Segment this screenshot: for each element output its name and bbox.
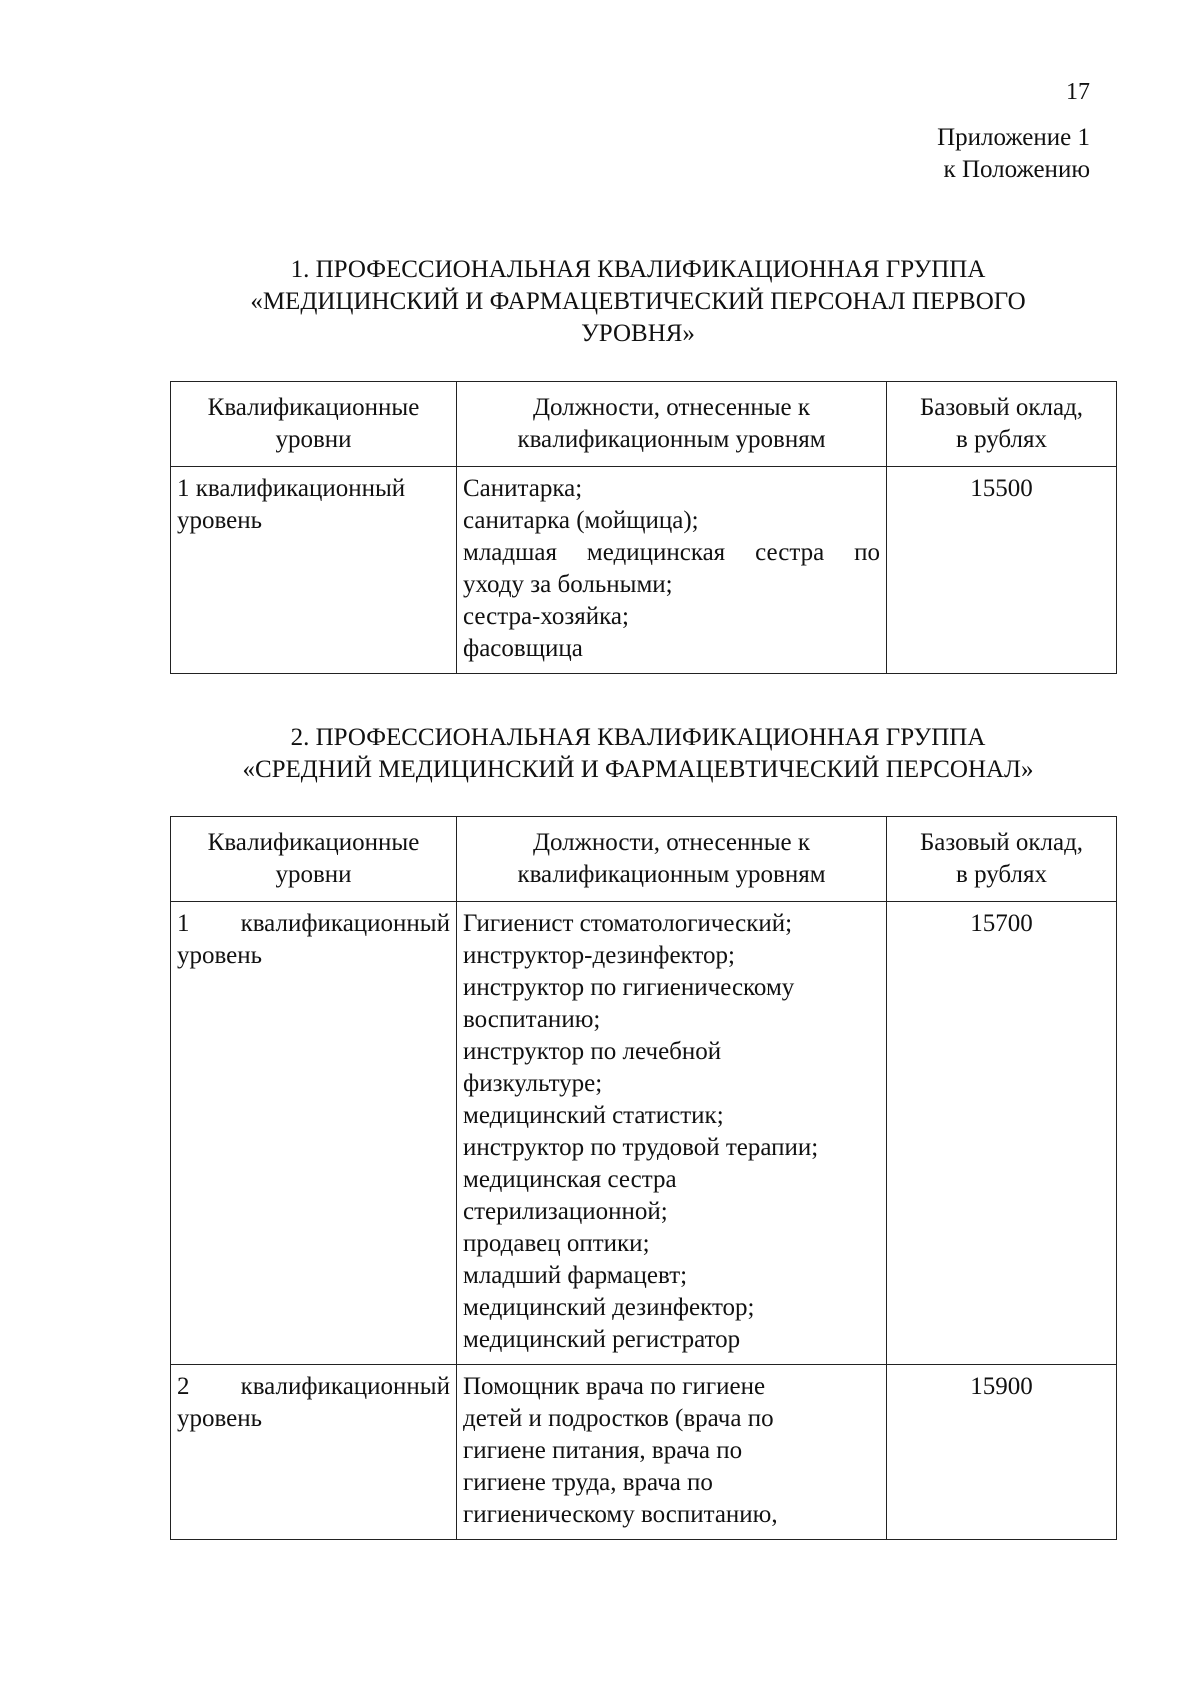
level-text: квалификационный <box>240 1373 450 1400</box>
section-1-title <box>160 254 1116 350</box>
table-header-row <box>171 382 1117 467</box>
header-positions <box>457 817 887 902</box>
header-levels <box>171 382 457 467</box>
section-2-table <box>170 816 1117 1540</box>
position-item: инструктор-дезинфектор; <box>463 942 735 969</box>
section-title-line: 1. ПРОФЕССИОНАЛЬНАЯ КВАЛИФИКАЦИОННАЯ ГРУППА <box>290 256 986 283</box>
level-text: уровень <box>177 1405 263 1432</box>
position-item: младший фармацевт; <box>463 1262 688 1289</box>
positions-cell <box>457 467 887 674</box>
position-item: младшая медицинская сестра по <box>463 539 880 566</box>
position-item: инструктор по лечебной <box>463 1038 722 1065</box>
appendix-note <box>937 122 1090 186</box>
header-salary <box>887 382 1117 467</box>
header-text: в рублях <box>956 861 1047 888</box>
header-text: в рублях <box>956 426 1047 453</box>
position-item: Гигиенист стоматологический; <box>463 910 793 937</box>
header-text: Базовый оклад, <box>919 394 1084 421</box>
salary-cell: 15500 <box>887 467 1117 674</box>
table-row <box>171 1365 1117 1540</box>
level-text: квалификационный <box>240 910 450 937</box>
positions-cell <box>457 902 887 1365</box>
section-1-table <box>170 381 1117 674</box>
table-row <box>171 467 1117 674</box>
position-item: медицинский дезинфектор; <box>463 1294 755 1321</box>
level-first-line <box>177 1371 450 1403</box>
header-levels <box>171 817 457 902</box>
position-item: медицинская сестра <box>463 1166 677 1193</box>
position-item: физкультуре; <box>463 1070 603 1097</box>
position-item: стерилизационной; <box>463 1198 668 1225</box>
appendix-line-2: к Положению <box>943 156 1090 183</box>
header-text: квалификационным уровням <box>517 426 826 453</box>
position-item: воспитанию; <box>463 1006 601 1033</box>
qualification-level-cell <box>171 902 457 1365</box>
position-item: продавец оптики; <box>463 1230 650 1257</box>
level-number: 2 <box>177 1373 190 1400</box>
header-text: Должности, отнесенные к <box>532 394 811 421</box>
salary-cell: 15900 <box>887 1365 1117 1540</box>
position-item: Помощник врача по гигиене <box>463 1373 766 1400</box>
header-salary <box>887 817 1117 902</box>
page-number: 17 <box>1066 79 1090 105</box>
position-item: фасовщица <box>463 635 583 662</box>
position-item: гигиеническому воспитанию, <box>463 1501 778 1528</box>
header-text: Квалификационные <box>207 829 420 856</box>
header-positions <box>457 382 887 467</box>
level-text: уровень <box>177 942 263 969</box>
positions-cell <box>457 1365 887 1540</box>
position-item: Санитарка; <box>463 475 583 502</box>
position-item: медицинский статистик; <box>463 1102 724 1129</box>
position-item: детей и подростков (врача по <box>463 1405 774 1432</box>
position-item: инструктор по трудовой терапии; <box>463 1134 819 1161</box>
level-first-line <box>177 908 450 940</box>
header-text: Квалификационные <box>207 394 420 421</box>
section-title-line: УРОВНЯ» <box>581 320 695 347</box>
section-title-line: «СРЕДНИЙ МЕДИЦИНСКИЙ И ФАРМАЦЕВТИЧЕСКИЙ ПЕРСОНАЛ» <box>242 756 1034 783</box>
level-text: 1 квалификационный <box>177 475 406 502</box>
header-text: Должности, отнесенные к <box>532 829 811 856</box>
position-item: инструктор по гигиеническому <box>463 974 795 1001</box>
position-item: гигиене питания, врача по <box>463 1437 743 1464</box>
section-2-title <box>160 722 1116 786</box>
salary-cell: 15700 <box>887 902 1117 1365</box>
section-title-line: «МЕДИЦИНСКИЙ И ФАРМАЦЕВТИЧЕСКИЙ ПЕРСОНАЛ ПЕРВОГО <box>250 288 1026 315</box>
qualification-level-cell <box>171 467 457 674</box>
table-header-row <box>171 817 1117 902</box>
level-text: уровень <box>177 507 263 534</box>
table-row <box>171 902 1117 1365</box>
appendix-line-1: Приложение 1 <box>937 124 1090 151</box>
header-text: уровни <box>275 426 352 453</box>
position-item: медицинский регистратор <box>463 1326 741 1353</box>
section-title-line: 2. ПРОФЕССИОНАЛЬНАЯ КВАЛИФИКАЦИОННАЯ ГРУППА <box>290 724 986 751</box>
header-text: Базовый оклад, <box>919 829 1084 856</box>
position-item: уходу за больными; <box>463 571 673 598</box>
qualification-level-cell <box>171 1365 457 1540</box>
position-item: санитарка (мойщица); <box>463 507 699 534</box>
header-text: уровни <box>275 861 352 888</box>
position-item: гигиене труда, врача по <box>463 1469 713 1496</box>
position-item: сестра-хозяйка; <box>463 603 629 630</box>
header-text: квалификационным уровням <box>517 861 826 888</box>
level-number: 1 <box>177 910 190 937</box>
